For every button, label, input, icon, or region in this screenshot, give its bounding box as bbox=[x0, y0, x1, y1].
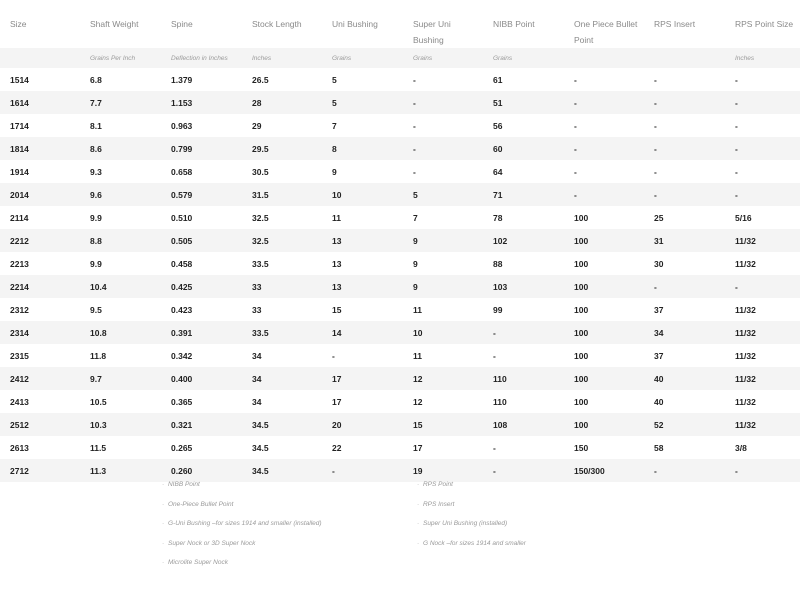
table-cell: - bbox=[403, 160, 483, 183]
table-cell: 40 bbox=[644, 390, 725, 413]
table-cell: 9.9 bbox=[80, 252, 161, 275]
column-unit: Grains bbox=[322, 48, 403, 68]
table-cell: 100 bbox=[564, 390, 644, 413]
table-cell: - bbox=[725, 275, 800, 298]
table-cell: - bbox=[725, 459, 800, 482]
table-row bbox=[0, 459, 800, 482]
note-item: · RPS Point bbox=[417, 478, 526, 498]
table-cell: - bbox=[644, 275, 725, 298]
table-cell: 1.379 bbox=[161, 68, 242, 91]
table-row bbox=[0, 91, 800, 114]
table-cell: 11/32 bbox=[725, 344, 800, 367]
column-unit: Grains bbox=[483, 48, 564, 68]
table-cell: 13 bbox=[322, 252, 403, 275]
table-cell: 34 bbox=[242, 390, 322, 413]
table-cell: 17 bbox=[322, 367, 403, 390]
table-cell: 1914 bbox=[0, 160, 80, 183]
table-cell: 0.510 bbox=[161, 206, 242, 229]
table-cell: 33.5 bbox=[242, 252, 322, 275]
table-cell: - bbox=[564, 114, 644, 137]
table-cell: - bbox=[564, 91, 644, 114]
table-cell: 32.5 bbox=[242, 229, 322, 252]
table-cell: 22 bbox=[322, 436, 403, 459]
column-unit bbox=[644, 48, 725, 68]
table-cell: - bbox=[725, 91, 800, 114]
table-cell: 88 bbox=[483, 252, 564, 275]
table-cell: 13 bbox=[322, 275, 403, 298]
table-cell: 8.8 bbox=[80, 229, 161, 252]
column-unit: Inches bbox=[242, 48, 322, 68]
table-cell: 34.5 bbox=[242, 459, 322, 482]
table-cell: 0.342 bbox=[161, 344, 242, 367]
note-item: · RPS Insert bbox=[417, 498, 526, 518]
table-cell: 56 bbox=[483, 114, 564, 137]
table-cell: 34.5 bbox=[242, 436, 322, 459]
table-row bbox=[0, 344, 800, 367]
table-cell: 51 bbox=[483, 91, 564, 114]
table-cell: 1.153 bbox=[161, 91, 242, 114]
column-header: Stock Length bbox=[252, 19, 302, 29]
table-cell: 1814 bbox=[0, 137, 80, 160]
table-cell: 0.423 bbox=[161, 298, 242, 321]
table-cell: 11 bbox=[403, 344, 483, 367]
table-cell: 2114 bbox=[0, 206, 80, 229]
table-cell: - bbox=[644, 137, 725, 160]
table-cell: 12 bbox=[403, 367, 483, 390]
table-cell: 28 bbox=[242, 91, 322, 114]
column-header: Spine bbox=[171, 19, 193, 29]
table-cell: 10.5 bbox=[80, 390, 161, 413]
column-unit: Grains bbox=[403, 48, 483, 68]
table-row bbox=[0, 275, 800, 298]
table-cell: - bbox=[322, 344, 403, 367]
table-cell: 11 bbox=[403, 298, 483, 321]
table-cell: - bbox=[644, 91, 725, 114]
table-cell: 52 bbox=[644, 413, 725, 436]
table-cell: 1514 bbox=[0, 68, 80, 91]
column-header: Super Uni Bushing bbox=[413, 19, 451, 45]
table-row bbox=[0, 298, 800, 321]
table-cell: - bbox=[564, 68, 644, 91]
table-cell: 2413 bbox=[0, 390, 80, 413]
column-unit: Deflection in Inches bbox=[161, 48, 242, 68]
table-row bbox=[0, 114, 800, 137]
table-cell: 10.3 bbox=[80, 413, 161, 436]
table-cell: 5 bbox=[322, 68, 403, 91]
table-cell: 34.5 bbox=[242, 413, 322, 436]
note-item: · Super Nock or 3D Super Nock bbox=[162, 537, 322, 557]
table-cell: - bbox=[725, 160, 800, 183]
column-unit: Grains Per Inch bbox=[80, 48, 161, 68]
table-cell: 31.5 bbox=[242, 183, 322, 206]
table-cell: 7 bbox=[403, 206, 483, 229]
column-unit: Inches bbox=[725, 48, 800, 68]
table-cell: - bbox=[322, 459, 403, 482]
table-cell: 5 bbox=[322, 91, 403, 114]
table-cell: - bbox=[483, 344, 564, 367]
table-cell: - bbox=[564, 160, 644, 183]
table-cell: - bbox=[725, 183, 800, 206]
table-cell: 6.8 bbox=[80, 68, 161, 91]
table-cell: 37 bbox=[644, 298, 725, 321]
table-cell: 15 bbox=[322, 298, 403, 321]
table-row bbox=[0, 137, 800, 160]
table-cell: 3/8 bbox=[725, 436, 800, 459]
table-body bbox=[0, 48, 800, 482]
table-cell: 110 bbox=[483, 367, 564, 390]
table-cell: 7 bbox=[322, 114, 403, 137]
table-cell: 17 bbox=[403, 436, 483, 459]
table-cell: 34 bbox=[644, 321, 725, 344]
table-cell: 1614 bbox=[0, 91, 80, 114]
table-cell: 9.3 bbox=[80, 160, 161, 183]
table-cell: 0.963 bbox=[161, 114, 242, 137]
table-cell: 11/32 bbox=[725, 252, 800, 275]
column-header: RPS Insert bbox=[654, 19, 696, 29]
table-cell: 9 bbox=[322, 160, 403, 183]
table-cell: 2613 bbox=[0, 436, 80, 459]
table-cell: - bbox=[483, 436, 564, 459]
table-cell: 11/32 bbox=[725, 298, 800, 321]
table-cell: 9.7 bbox=[80, 367, 161, 390]
table-cell: 2212 bbox=[0, 229, 80, 252]
table-cell: - bbox=[644, 114, 725, 137]
table-cell: 0.579 bbox=[161, 183, 242, 206]
table-cell: 29.5 bbox=[242, 137, 322, 160]
table-cell: 10.8 bbox=[80, 321, 161, 344]
table-cell: 9.5 bbox=[80, 298, 161, 321]
table-cell: 64 bbox=[483, 160, 564, 183]
table-cell: 17 bbox=[322, 390, 403, 413]
table-cell: 0.265 bbox=[161, 436, 242, 459]
table-cell: 100 bbox=[564, 229, 644, 252]
table-cell: 99 bbox=[483, 298, 564, 321]
table-cell: - bbox=[725, 68, 800, 91]
table-cell: 9.6 bbox=[80, 183, 161, 206]
note-item: · NIBB Point bbox=[162, 478, 322, 498]
table-cell: 100 bbox=[564, 413, 644, 436]
table-cell: 8.1 bbox=[80, 114, 161, 137]
table-cell: 8.6 bbox=[80, 137, 161, 160]
table-cell: 25 bbox=[644, 206, 725, 229]
table-cell: 0.425 bbox=[161, 275, 242, 298]
table-row bbox=[0, 321, 800, 344]
table-row bbox=[0, 160, 800, 183]
table-cell: 150/300 bbox=[564, 459, 644, 482]
table-cell: - bbox=[483, 321, 564, 344]
table-row bbox=[0, 206, 800, 229]
column-header: RPS Point Size bbox=[735, 19, 794, 29]
table-cell: - bbox=[403, 114, 483, 137]
table-cell: 29 bbox=[242, 114, 322, 137]
table-cell: 40 bbox=[644, 367, 725, 390]
table-cell: 61 bbox=[483, 68, 564, 91]
column-header: Shaft Weight bbox=[90, 19, 139, 29]
table-cell: 100 bbox=[564, 344, 644, 367]
table-cell: 0.391 bbox=[161, 321, 242, 344]
table-row bbox=[0, 183, 800, 206]
table-cell: 2214 bbox=[0, 275, 80, 298]
note-item: · One-Piece Bullet Point bbox=[162, 498, 322, 518]
table-cell: 2315 bbox=[0, 344, 80, 367]
table-cell: 0.321 bbox=[161, 413, 242, 436]
table-cell: 100 bbox=[564, 367, 644, 390]
table-row bbox=[0, 390, 800, 413]
table-cell: 32.5 bbox=[242, 206, 322, 229]
table-cell: 13 bbox=[322, 229, 403, 252]
table-cell: 11/32 bbox=[725, 390, 800, 413]
table-cell: 15 bbox=[403, 413, 483, 436]
table-cell: 12 bbox=[403, 390, 483, 413]
table-cell: - bbox=[725, 137, 800, 160]
table-cell: 2412 bbox=[0, 367, 80, 390]
table-cell: 10.4 bbox=[80, 275, 161, 298]
column-unit bbox=[0, 48, 80, 68]
table-cell: 2014 bbox=[0, 183, 80, 206]
table-cell: 100 bbox=[564, 298, 644, 321]
note-item: · Super Uni Bushing (installed) bbox=[417, 517, 526, 537]
table-cell: 2712 bbox=[0, 459, 80, 482]
table-row bbox=[0, 413, 800, 436]
table-cell: 110 bbox=[483, 390, 564, 413]
table-cell: 78 bbox=[483, 206, 564, 229]
table-cell: 103 bbox=[483, 275, 564, 298]
table-cell: 11.3 bbox=[80, 459, 161, 482]
table-cell: 11/32 bbox=[725, 413, 800, 436]
table-cell: 19 bbox=[403, 459, 483, 482]
units-row bbox=[0, 48, 800, 68]
table-cell: 9 bbox=[403, 275, 483, 298]
table-row bbox=[0, 436, 800, 459]
table-cell: 10 bbox=[403, 321, 483, 344]
table-cell: 20 bbox=[322, 413, 403, 436]
table-cell: 14 bbox=[322, 321, 403, 344]
table-cell: 60 bbox=[483, 137, 564, 160]
table-row bbox=[0, 252, 800, 275]
note-item: · Microlite Super Nock bbox=[162, 556, 322, 576]
table-cell: - bbox=[564, 137, 644, 160]
notes-left bbox=[162, 478, 322, 576]
table-row bbox=[0, 367, 800, 390]
table-cell: - bbox=[644, 160, 725, 183]
table-cell: 100 bbox=[564, 321, 644, 344]
table-cell: 5/16 bbox=[725, 206, 800, 229]
table-cell: - bbox=[725, 114, 800, 137]
table-cell: - bbox=[644, 183, 725, 206]
table-row bbox=[0, 229, 800, 252]
table-cell: 9 bbox=[403, 252, 483, 275]
table-cell: 8 bbox=[322, 137, 403, 160]
column-header: Uni Bushing bbox=[332, 19, 378, 29]
table-cell: 30.5 bbox=[242, 160, 322, 183]
table-cell: - bbox=[403, 91, 483, 114]
table-cell: - bbox=[644, 459, 725, 482]
table-cell: 71 bbox=[483, 183, 564, 206]
table-cell: 37 bbox=[644, 344, 725, 367]
table-cell: 0.260 bbox=[161, 459, 242, 482]
table-cell: 100 bbox=[564, 275, 644, 298]
table-cell: 0.458 bbox=[161, 252, 242, 275]
notes-right bbox=[417, 478, 526, 556]
table-cell: 11.8 bbox=[80, 344, 161, 367]
note-item: · G Nock –for sizes 1914 and smaller bbox=[417, 537, 526, 557]
table-cell: 0.505 bbox=[161, 229, 242, 252]
table-cell: 33.5 bbox=[242, 321, 322, 344]
table-cell: 2512 bbox=[0, 413, 80, 436]
table-cell: 2213 bbox=[0, 252, 80, 275]
table-cell: 33 bbox=[242, 275, 322, 298]
note-item: · G-Uni Bushing –for sizes 1914 and smaller (installed) bbox=[162, 517, 322, 537]
table-cell: 11 bbox=[322, 206, 403, 229]
table-cell: 30 bbox=[644, 252, 725, 275]
table-cell: 5 bbox=[403, 183, 483, 206]
column-header: One Piece Bullet Point bbox=[574, 19, 638, 45]
table-cell: 7.7 bbox=[80, 91, 161, 114]
table-cell: 0.658 bbox=[161, 160, 242, 183]
table-cell: 102 bbox=[483, 229, 564, 252]
table-cell: 0.365 bbox=[161, 390, 242, 413]
table-cell: 108 bbox=[483, 413, 564, 436]
table-cell: - bbox=[644, 68, 725, 91]
table-cell: 2312 bbox=[0, 298, 80, 321]
table-cell: 11/32 bbox=[725, 367, 800, 390]
column-unit bbox=[564, 48, 644, 68]
table-cell: 10 bbox=[322, 183, 403, 206]
table-row bbox=[0, 68, 800, 91]
table-cell: 100 bbox=[564, 206, 644, 229]
column-header: Size bbox=[10, 19, 27, 29]
table-cell: 150 bbox=[564, 436, 644, 459]
table-cell: 31 bbox=[644, 229, 725, 252]
header-row bbox=[0, 0, 800, 48]
table-cell: 33 bbox=[242, 298, 322, 321]
table-cell: 2314 bbox=[0, 321, 80, 344]
table-cell: 34 bbox=[242, 367, 322, 390]
table-cell: 0.799 bbox=[161, 137, 242, 160]
table-cell: 11/32 bbox=[725, 229, 800, 252]
table-cell: 58 bbox=[644, 436, 725, 459]
table-cell: 9 bbox=[403, 229, 483, 252]
table-cell: - bbox=[483, 459, 564, 482]
table-cell: 9.9 bbox=[80, 206, 161, 229]
table-cell: - bbox=[403, 68, 483, 91]
table-cell: 26.5 bbox=[242, 68, 322, 91]
table-cell: 0.400 bbox=[161, 367, 242, 390]
table-cell: - bbox=[564, 183, 644, 206]
table-cell: 100 bbox=[564, 252, 644, 275]
table-cell: - bbox=[403, 137, 483, 160]
table-cell: 11.5 bbox=[80, 436, 161, 459]
table-cell: 1714 bbox=[0, 114, 80, 137]
table-cell: 11/32 bbox=[725, 321, 800, 344]
table-cell: 34 bbox=[242, 344, 322, 367]
column-header: NIBB Point bbox=[493, 19, 535, 29]
